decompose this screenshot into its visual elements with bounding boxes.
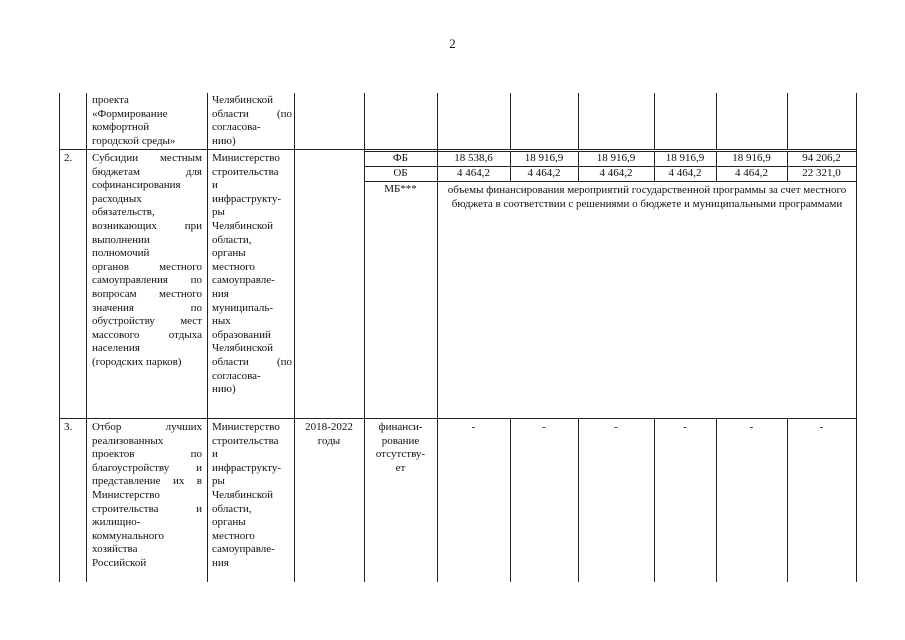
fb-value-3: 18 916,9 <box>596 152 636 164</box>
text-line: ры <box>212 206 225 219</box>
row3-dash-1: - <box>471 421 476 433</box>
table-border-left <box>59 93 60 582</box>
table-divider-y3-top <box>654 93 655 149</box>
table-divider-y3-r3 <box>654 418 655 582</box>
text-line: Челябинской <box>212 94 274 106</box>
text-line: Министерство <box>212 152 280 164</box>
text-line: обустройству мест <box>92 315 202 328</box>
text-line: Субсидии местным <box>92 152 202 164</box>
text-line: строительства и <box>92 502 202 515</box>
row3-dash-3: - <box>614 421 618 433</box>
text-line: проекта <box>92 94 129 106</box>
text-line: области, <box>212 233 252 246</box>
row-separator-1 <box>59 149 857 150</box>
text-line: вопросам местного <box>92 287 202 300</box>
table-divider-y2-top <box>578 93 579 149</box>
page-number: 2 <box>449 36 456 51</box>
ob-value-1: 4 464,2 <box>457 167 490 179</box>
ob-label: ОБ <box>393 167 408 179</box>
fb-value-total: 94 206,2 <box>802 152 841 164</box>
text-line: Челябинской <box>212 342 274 355</box>
text-line: финанси- <box>378 421 423 433</box>
text-line: самоуправле- <box>212 543 275 556</box>
text-line: массового отдыха <box>92 328 202 341</box>
text-line: благоустройству и <box>92 461 202 474</box>
text-line: муниципаль- <box>212 301 274 314</box>
text-line: выполнении <box>92 233 150 246</box>
row3-financing-cell <box>366 421 435 475</box>
row3-years: 2018-2022 годы <box>305 421 353 447</box>
text-line: согласова- <box>212 369 261 382</box>
text-line: области, <box>212 502 252 515</box>
row2-number: 2. <box>64 152 73 164</box>
text-line: расходных <box>92 192 142 205</box>
text-line: местного <box>212 529 255 542</box>
table-divider-y1-r3 <box>510 418 511 582</box>
text-line: бюджетам для <box>92 165 202 178</box>
table-divider-y5-top <box>787 93 788 149</box>
mb-label: МБ*** <box>384 183 417 195</box>
ob-value-5: 4 464,2 <box>735 167 768 179</box>
text-line: области (по <box>212 107 292 120</box>
text-line: представление их в <box>92 475 202 488</box>
text-line: (городских парков) <box>92 355 182 368</box>
text-line: полномочий <box>92 247 150 260</box>
text-line: комфортной <box>92 121 150 134</box>
fb-label: ФБ <box>392 152 408 164</box>
text-line: Министерство <box>212 421 280 433</box>
row3-dash-4: - <box>683 421 687 433</box>
text-line: самоуправле- <box>212 274 275 287</box>
text-line: строительства <box>212 434 279 447</box>
ob-value-4: 4 464,2 <box>668 167 702 179</box>
text-line: реализованных <box>92 434 164 447</box>
text-line: инфраструкту- <box>212 461 281 474</box>
text-line: проектов по <box>92 448 202 461</box>
text-line: ет <box>395 461 406 474</box>
fb-value-4: 18 916,9 <box>665 152 705 164</box>
text-line: ния <box>212 556 229 569</box>
text-line: населения <box>92 342 140 355</box>
table-divider-y1-top <box>510 93 511 149</box>
text-line: Отбор лучших <box>92 421 202 433</box>
text-line: коммунального <box>92 529 164 542</box>
text-line: отсутству- <box>375 448 426 461</box>
row-separator-2 <box>59 418 857 419</box>
text-line: Российской <box>92 556 147 569</box>
text-line: самоуправления по <box>92 274 202 287</box>
text-line: и <box>212 179 218 192</box>
text-line: возникающих при <box>92 219 202 232</box>
text-line: Челябинской <box>212 219 274 232</box>
text-line: нию) <box>212 383 236 396</box>
text-line: согласова- <box>212 121 261 134</box>
text-line: хозяйства <box>92 543 138 556</box>
text-line: Министерство <box>92 488 160 501</box>
text-line: ры <box>212 475 225 488</box>
row2-name-cell <box>92 152 202 370</box>
text-line: значения по <box>92 301 202 314</box>
row3-dash-5: - <box>749 421 754 433</box>
table-divider-name <box>207 93 208 582</box>
text-line: образований <box>212 328 271 341</box>
text-line: Челябинской <box>212 488 274 501</box>
text-line: ния <box>212 287 229 300</box>
row3-number: 3. <box>64 421 73 433</box>
ob-value-3: 4 464,2 <box>599 167 633 179</box>
row3-exec-cell <box>212 421 292 571</box>
text-line: инфраструкту- <box>212 192 281 205</box>
mb-note: объемы финансирования мероприятий государственной программы за счет местного бюджета в соответствии с решениями о бюджете и муниципальными программами <box>447 184 847 210</box>
ob-value-2: 4 464,2 <box>527 167 561 179</box>
table-divider-y4-top <box>716 93 717 149</box>
text-line: городской среды» <box>92 134 176 147</box>
cont-exec-cell <box>212 94 292 148</box>
row-separator-mb <box>364 181 857 182</box>
fb-value-1: 18 538,6 <box>454 152 493 164</box>
row3-dash-2: - <box>542 421 546 433</box>
ob-value-total: 22 321,0 <box>802 167 841 179</box>
fb-value-5: 18 916,9 <box>732 152 771 164</box>
text-line: нию) <box>212 134 236 147</box>
cont-name-cell <box>92 94 202 148</box>
text-line: жилищно- <box>92 516 141 529</box>
text-line: области (по <box>212 355 292 368</box>
text-line: «Формирование <box>92 107 168 120</box>
table-divider-y4-r3 <box>716 418 717 582</box>
row3-name-cell <box>92 421 202 571</box>
text-line: органы <box>212 516 246 529</box>
text-line: ных <box>212 315 231 328</box>
table-divider-y5-r3 <box>787 418 788 582</box>
text-line: органы <box>212 247 246 260</box>
text-line: и <box>212 448 218 461</box>
row2-exec-cell <box>212 152 292 397</box>
table-divider-y2-r3 <box>578 418 579 582</box>
text-line: органов местного <box>92 260 202 273</box>
text-line: обязательств, <box>92 206 155 219</box>
text-line: строительства <box>212 165 279 178</box>
table-divider-exec <box>294 93 295 582</box>
row3-dash-total: - <box>819 421 824 433</box>
fb-value-2: 18 916,9 <box>524 152 564 164</box>
table-divider-num <box>86 93 87 582</box>
text-line: софинансирования <box>92 179 181 192</box>
text-line: рование <box>381 434 420 447</box>
text-line: местного <box>212 260 255 273</box>
